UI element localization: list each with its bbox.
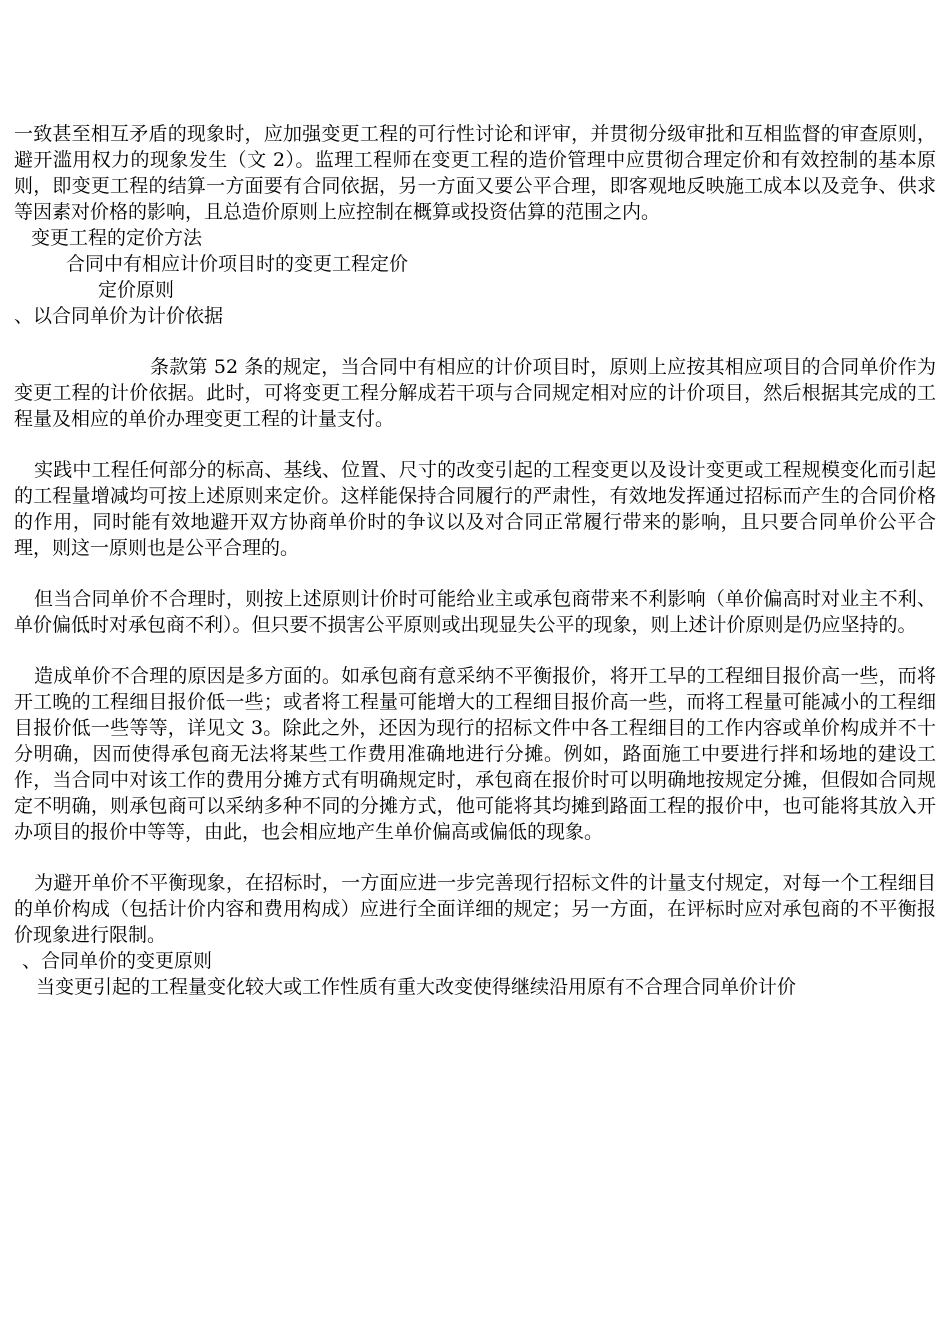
paragraph-unreasonable-unit-price: 但当合同单价不合理时，则按上述原则计价时可能给业主或承包商带来不利影响（单价偏高时对业主不利、单价偏低时对承包商不利）。但只要不损害公平原则或出现显失公平的现象，则上述计价原则是仍应坚持的。 <box>14 588 936 636</box>
item-heading-contract-unit-price-basis: 、以合同单价为计价依据 <box>14 305 224 327</box>
document-page <box>14 121 936 1000</box>
subsubsection-heading-pricing-principle: 定价原则 <box>98 279 175 301</box>
paragraph-review-principles: 一致甚至相互矛盾的现象时，应加强变更工程的可行性讨论和评审，并贯彻分级审批和互相监督的审查原则，避开滥用权力的现象发生（文 2）。监理工程师在变更工程的造价管理中应贯彻合理定价和有效控制的基本原则，即变更工程的结算一方面要有合同依据，另一方面又要公平合理，即客观地反映施工成本以及竞争、供求等因素对价格的影响，且总造价原则上应控制在概算或投资估算的范围之内。 <box>14 123 936 223</box>
item-heading-unit-price-change: 、合同单价的变更原则 <box>22 950 213 972</box>
paragraph-unbalanced-causes: 造成单价不合理的原因是多方面的。如承包商有意采纳不平衡报价，将开工早的工程细目报价高一些，而将开工晚的工程细目报价低一些；或者将工程量可能增大的工程细目报价高一些，而将工程量可能减小的工程细目报价低一些等等，详见文 3。除此之外，还因为现行的招标文件中各工程细目的工作内容或单价构成并不十分明确，因而使得承包商无法将某些工作费用准确地进行分摊。例如，路面施工中要进行拌和场地的建设工作，当合同中对该工作的费用分摊方式有明确规定时，承包商在报价时可以明确地按规定分摊，但假如合同规定不明确，则承包商可以采纳多种不同的分摊方式，他可能将其均摊到路面工程的报价中，也可能将其放入开办项目的报价中等等，由此，也会相应地产生单价偏高或偏低的现象。 <box>14 665 936 843</box>
subsection-heading-contract-items: 合同中有相应计价项目时的变更工程定价 <box>66 253 409 275</box>
paragraph-avoid-unbalanced: 为避开单价不平衡现象，在招标时，一方面应进一步完善现行招标文件的计量支付规定，对每一个工程细目的单价构成（包括计价内容和费用构成）应进行全面详细的规定；另一方面，在评标时应对承包商的不平衡报价现象进行限制。 <box>14 872 936 946</box>
paragraph-practice-changes: 实践中工程任何部分的标高、基线、位置、尺寸的改变引起的工程变更以及设计变更或工程规模变化而引起的工程量增减均可按上述原则来定价。这样能保持合同履行的严肃性，有效地发挥通过招标而产生的合同价格的作用，同时能有效地避开双方协商单价时的争议以及对合同正常履行带来的影响，且只要合同单价公平合理，则这一原则也是公平合理的。 <box>14 459 936 559</box>
section-heading-pricing-methods: 变更工程的定价方法 <box>31 227 203 249</box>
paragraph-clause-52: 条款第 52 条的规定，当合同中有相应的计价项目时，原则上应按其相应项目的合同单价作为变更工程的计价依据。此时，可将变更工程分解成若干项与合同规定相对应的计价项目，然后根据其完成的工程量及相应的单价办理变更工程的计量支付。 <box>14 356 936 430</box>
paragraph-change-conditions: 当变更引起的工程量变化较大或工作性质有重大改变使得继续沿用原有不合理合同单价计价 <box>36 976 797 998</box>
